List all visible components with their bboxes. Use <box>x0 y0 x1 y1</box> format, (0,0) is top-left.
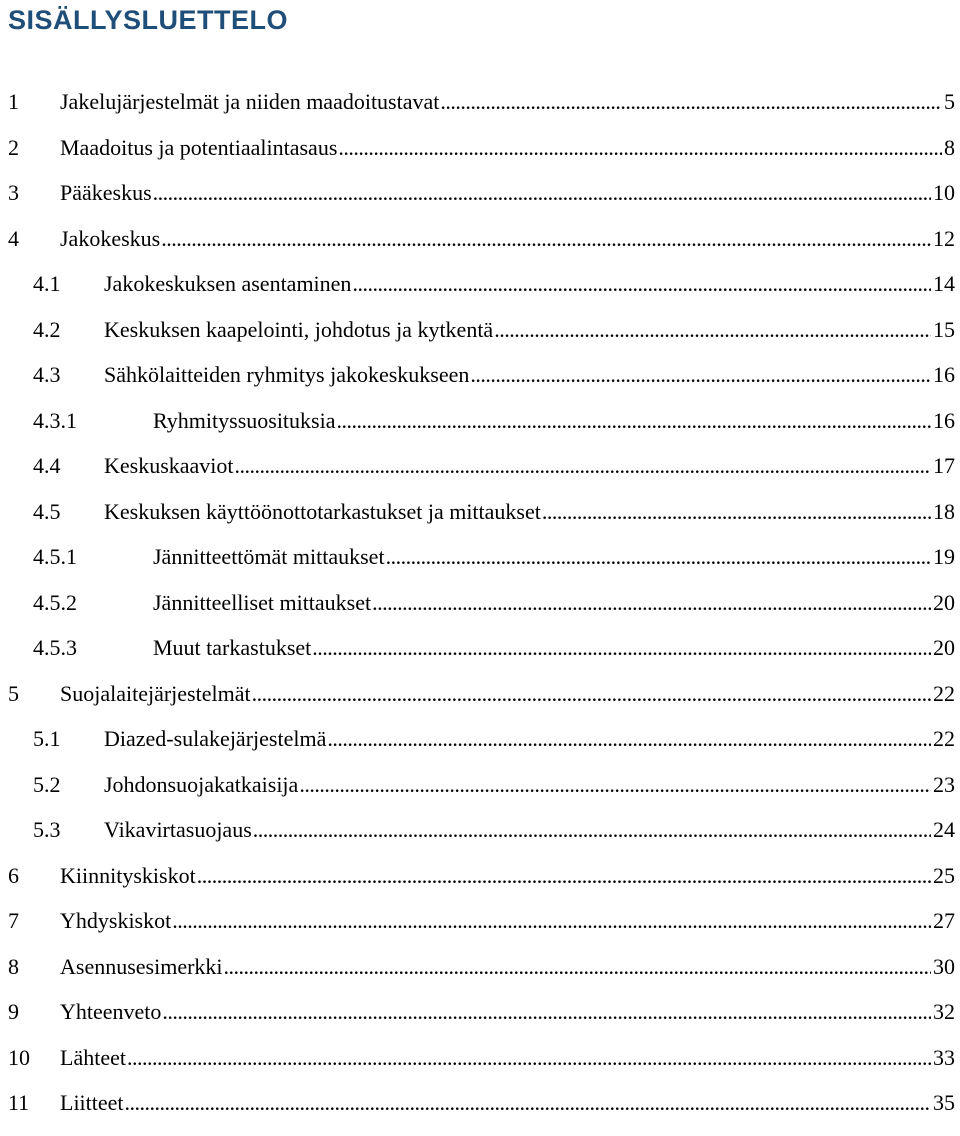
toc-entry-number: 5 <box>8 680 19 706</box>
toc-entry-number: 4.2 <box>33 316 61 342</box>
toc-entry-title[interactable]: Jakelujärjestelmät ja niiden maadoitustavat <box>60 89 440 114</box>
dot-leader <box>235 448 931 484</box>
dot-leader <box>162 994 931 1030</box>
dot-leader <box>494 312 931 348</box>
toc-entry[interactable] <box>33 812 955 848</box>
toc-entry[interactable] <box>8 676 955 712</box>
toc-entry-title[interactable]: Muut tarkastukset <box>153 635 312 660</box>
toc-entry[interactable] <box>8 949 955 985</box>
dot-leader <box>252 676 931 712</box>
toc-entry-number: 1 <box>8 89 19 114</box>
toc-entry-page-number: 16 <box>933 407 955 433</box>
toc-entry-title[interactable]: Ryhmityssuosituksia <box>153 407 336 433</box>
toc-entry-title[interactable]: Keskuksen kaapelointi, johdotus ja kytkentä <box>104 316 494 342</box>
page-title: SISÄLLYSLUETTELO <box>8 5 289 35</box>
toc-entry-title[interactable]: Johdonsuojakatkaisija <box>104 771 299 797</box>
toc-entry-page-number: 25 <box>933 862 955 888</box>
toc-entry-number: 2 <box>8 134 19 160</box>
toc-entry-title[interactable]: Liitteet <box>60 1090 124 1115</box>
toc-entry[interactable] <box>33 630 955 666</box>
toc-entry-title[interactable]: Keskuskaaviot <box>104 453 234 478</box>
toc-entry[interactable] <box>33 585 955 621</box>
toc-entry-title[interactable]: Sähkölaitteiden ryhmitys jakokeskukseen <box>104 362 470 387</box>
toc-entry-title[interactable]: Asennusesimerkki <box>60 953 223 979</box>
toc-entry-title[interactable]: Vikavirtasuojaus <box>104 817 252 842</box>
toc-entry-page-number: 10 <box>933 180 955 205</box>
toc-entry[interactable] <box>8 994 955 1030</box>
toc-entry[interactable] <box>33 312 955 348</box>
toc-entry[interactable] <box>8 84 955 120</box>
toc-entry[interactable] <box>8 1040 955 1076</box>
toc-entry[interactable] <box>33 539 955 575</box>
toc-entry-title[interactable]: Jakokeskus <box>60 225 161 251</box>
dot-leader <box>127 1040 931 1076</box>
toc-entry-page-number: 17 <box>933 453 955 478</box>
dot-leader <box>224 949 931 985</box>
dot-leader <box>336 403 931 439</box>
toc-entry-page-number: 16 <box>933 362 955 387</box>
toc-entry-number: 4 <box>8 225 19 251</box>
toc-entry-number: 10 <box>8 1044 30 1070</box>
toc-entry-page-number: 24 <box>933 817 955 842</box>
dot-leader <box>312 630 931 666</box>
toc-entry-title[interactable]: Yhteenveto <box>60 999 162 1024</box>
toc-entry[interactable] <box>33 721 955 757</box>
toc-entry-page-number: 22 <box>933 726 955 751</box>
dot-leader <box>172 903 931 939</box>
dot-leader <box>372 585 931 621</box>
toc-entry-page-number: 22 <box>933 680 955 706</box>
dot-leader <box>352 266 931 302</box>
toc-entry-page-number: 30 <box>933 953 955 979</box>
toc-entry-number: 4.1 <box>33 271 61 296</box>
toc-entry-page-number: 35 <box>933 1090 955 1115</box>
toc-entry-number: 4.3 <box>33 362 61 387</box>
toc-entry[interactable] <box>8 175 955 211</box>
dot-leader <box>125 1085 931 1121</box>
toc-entry-title[interactable]: Jakokeskuksen asentaminen <box>104 271 352 296</box>
toc-entry-number: 9 <box>8 999 19 1024</box>
toc-entry[interactable] <box>33 357 955 393</box>
toc-entry-page-number: 15 <box>933 316 955 342</box>
toc-entry-number: 8 <box>8 953 19 979</box>
toc-entry-page-number: 23 <box>933 771 955 797</box>
toc-entry-title[interactable]: Jännitteelliset mittaukset <box>153 589 372 615</box>
toc-entry-number: 5.2 <box>33 771 61 797</box>
dot-leader <box>327 721 931 757</box>
toc-entry-page-number: 32 <box>933 999 955 1024</box>
toc-entry-page-number: 14 <box>933 271 955 296</box>
dot-leader <box>386 539 931 575</box>
toc-entry-title[interactable]: Kiinnityskiskot <box>60 862 196 888</box>
dot-leader <box>338 130 942 166</box>
toc-entry-number: 3 <box>8 180 19 205</box>
toc-entry-title[interactable]: Suojalaitejärjestelmät <box>60 680 251 706</box>
toc-entry-number: 5.3 <box>33 817 61 842</box>
toc-entry-title[interactable]: Jännitteettömät mittaukset <box>153 544 385 569</box>
toc-entry-number: 5.1 <box>33 726 61 751</box>
toc-entry-number: 4.5.2 <box>33 589 77 615</box>
dot-leader <box>197 858 931 894</box>
toc-entry-title[interactable]: Pääkeskus <box>60 180 152 205</box>
toc-entry[interactable] <box>8 1085 955 1121</box>
toc-entry-page-number: 19 <box>933 544 955 569</box>
toc-entry-page-number: 20 <box>933 635 955 660</box>
dot-leader <box>470 357 931 393</box>
toc-entry[interactable] <box>33 266 955 302</box>
dot-leader <box>153 175 931 211</box>
toc-entry[interactable] <box>8 903 955 939</box>
toc-entry-title[interactable]: Diazed-sulakejärjestelmä <box>104 726 327 751</box>
dot-leader <box>440 84 942 120</box>
dot-leader <box>161 221 931 257</box>
toc-entry-number: 4.3.1 <box>33 407 77 433</box>
dot-leader <box>253 812 931 848</box>
toc-entry[interactable] <box>8 858 955 894</box>
toc-entry-number: 4.5.1 <box>33 544 77 569</box>
toc-entry-page-number: 27 <box>933 908 955 933</box>
dot-leader <box>299 767 931 803</box>
toc-entry-title[interactable]: Keskuksen käyttöönottotarkastukset ja mittaukset <box>104 498 541 524</box>
toc-entry[interactable] <box>33 767 955 803</box>
toc-entry[interactable] <box>33 494 955 530</box>
toc-entry[interactable] <box>8 221 955 257</box>
toc-entry-number: 6 <box>8 862 19 888</box>
toc-entry-number: 7 <box>8 908 19 933</box>
toc-entry-page-number: 8 <box>944 134 955 160</box>
toc-entry-page-number: 12 <box>933 225 955 251</box>
toc-entry-number: 11 <box>8 1090 30 1115</box>
toc-entry-number: 4.5.3 <box>33 635 77 660</box>
toc-entry[interactable] <box>33 403 955 439</box>
toc-entry-title[interactable]: Maadoitus ja potentiaalintasaus <box>60 134 338 160</box>
toc-entry-page-number: 33 <box>933 1044 955 1070</box>
toc-entry[interactable] <box>33 448 955 484</box>
toc-entry-page-number: 20 <box>933 589 955 615</box>
dot-leader <box>542 494 931 530</box>
toc-entry[interactable] <box>8 130 955 166</box>
toc-entry-title[interactable]: Yhdyskiskot <box>60 908 172 933</box>
toc-entry-page-number: 5 <box>944 89 955 114</box>
toc-entry-title[interactable]: Lähteet <box>60 1044 126 1070</box>
toc-entry-number: 4.4 <box>33 453 61 478</box>
toc-entry-number: 4.5 <box>33 498 61 524</box>
toc-entry-page-number: 18 <box>933 498 955 524</box>
